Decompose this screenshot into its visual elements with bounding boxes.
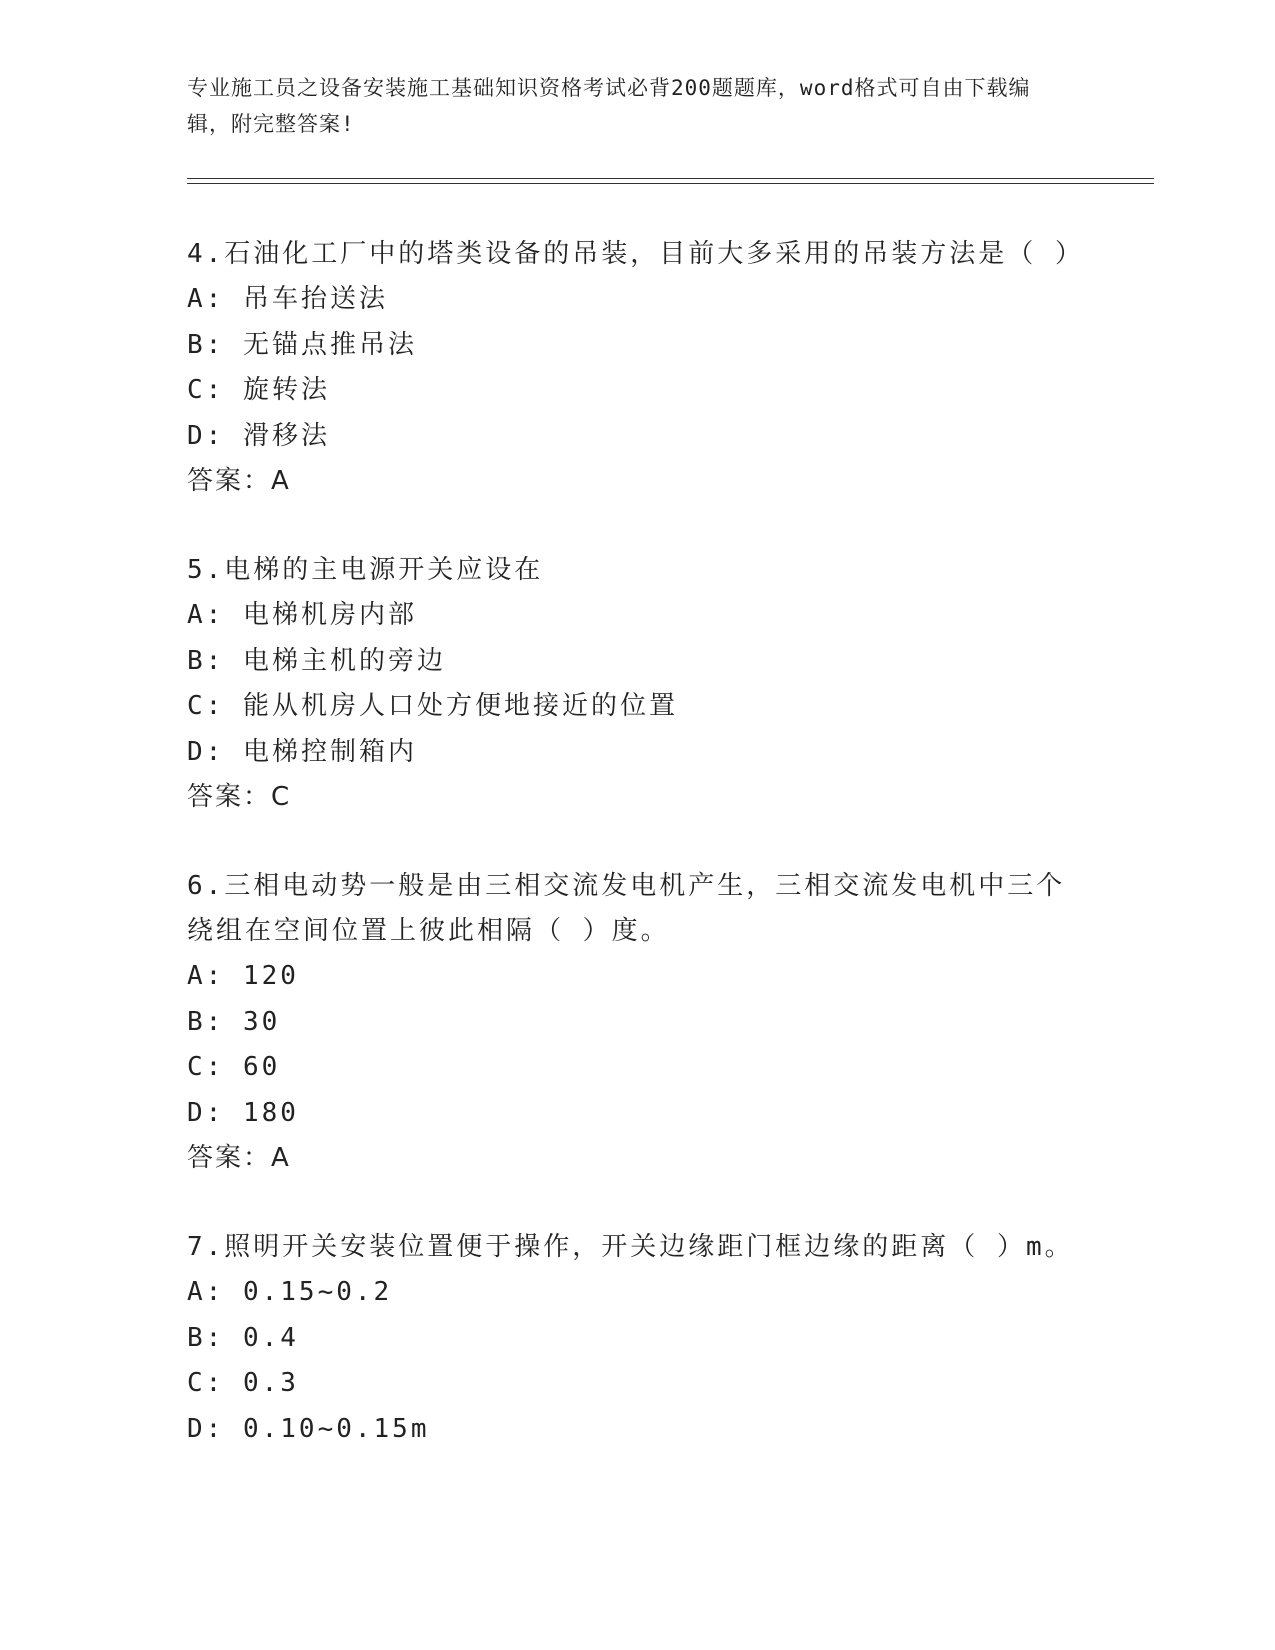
- question-6: [187, 864, 1087, 1181]
- question-stem: 5.电梯的主电源开关应设在: [187, 555, 544, 585]
- header-divider-top: [187, 178, 1154, 179]
- option-d: D: 0.10~0.15m: [187, 1413, 430, 1444]
- answer-line: 答案：A: [187, 1143, 291, 1173]
- option-c: C: 60: [187, 1052, 281, 1082]
- question-stem: 6.三相电动势一般是由三相交流发电机产生，三相交流发电机中三个绕组在空间位置上彼此相隔（ ）度。: [187, 871, 1066, 946]
- option-a: A: 吊车抬送法: [187, 284, 388, 314]
- question-4: [187, 232, 1087, 504]
- answer-line: 答案：C: [187, 782, 292, 812]
- question-list: [187, 232, 1087, 1496]
- question-stem: 4.石油化工厂中的塔类设备的吊装，目前大多采用的吊装方法是（ ）: [187, 239, 1084, 269]
- option-a: A: 电梯机房内部: [187, 600, 417, 630]
- header-divider-bottom: [187, 183, 1154, 184]
- option-a: A: 120: [187, 961, 299, 991]
- option-a: A: 0.15~0.2: [187, 1277, 393, 1307]
- option-c: C: 0.3: [187, 1368, 299, 1398]
- option-b: B: 30: [187, 1006, 281, 1037]
- option-d: D: 电梯控制箱内: [187, 736, 417, 767]
- option-d: D: 滑移法: [187, 420, 330, 451]
- option-b: B: 0.4: [187, 1322, 299, 1353]
- document-header: 专业施工员之设备安装施工基础知识资格考试必背200题题库，word格式可自由下载编辑，附完整答案!: [187, 76, 1031, 136]
- option-d: D: 180: [187, 1097, 299, 1128]
- question-7: [187, 1225, 1087, 1452]
- answer-line: 答案：A: [187, 466, 291, 496]
- option-b: B: 电梯主机的旁边: [187, 645, 446, 676]
- option-b: B: 无锚点推吊法: [187, 329, 417, 360]
- option-c: C: 旋转法: [187, 375, 330, 405]
- question-5: [187, 548, 1087, 820]
- question-stem: 7.照明开关安装位置便于操作，开关边缘距门框边缘的距离（ ）m。: [187, 1232, 1074, 1262]
- option-c: C: 能从机房人口处方便地接近的位置: [187, 691, 678, 721]
